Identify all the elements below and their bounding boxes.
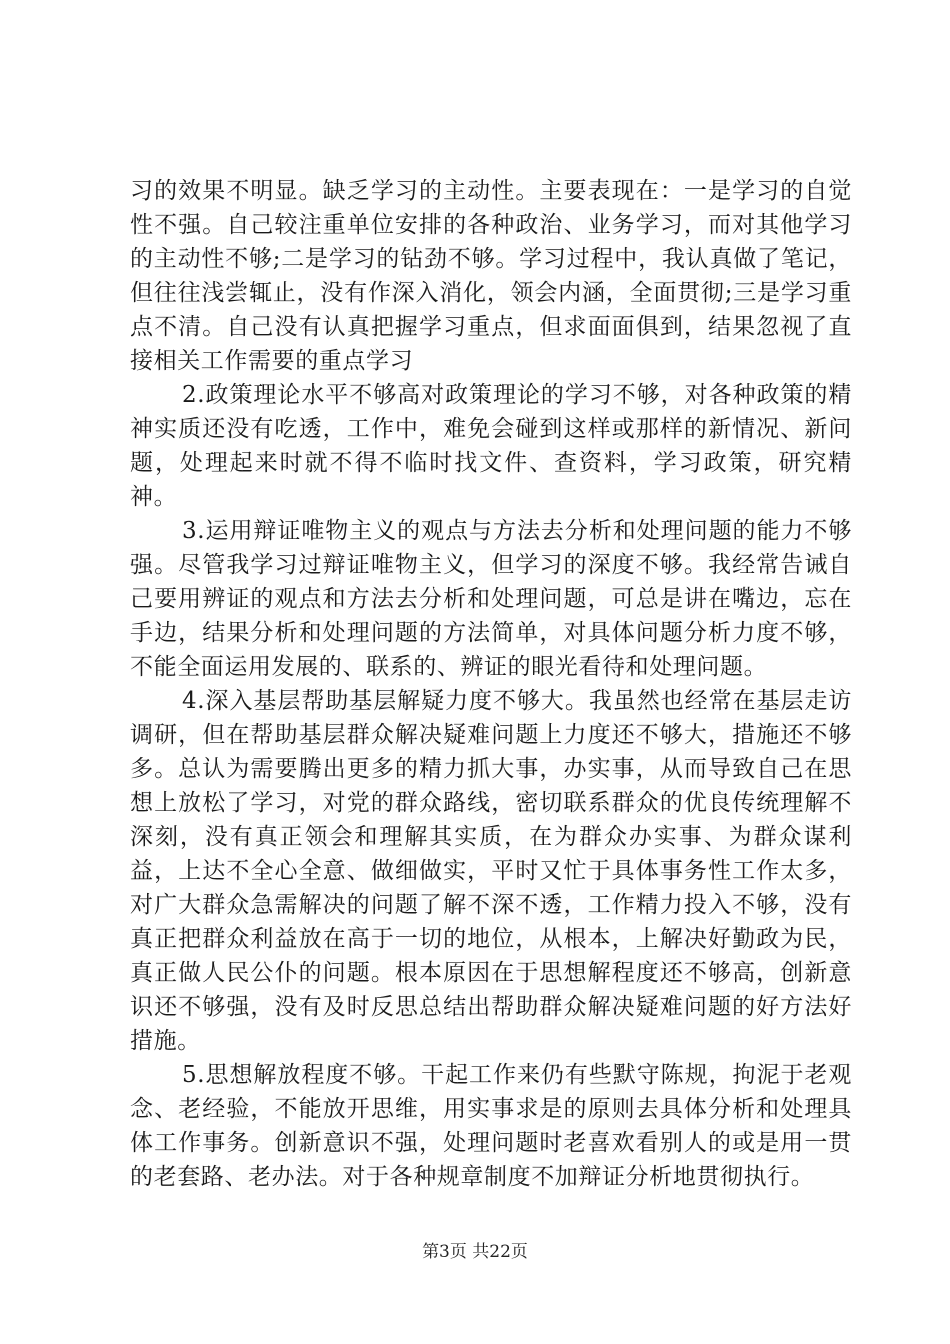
- document-body: [130, 174, 852, 1194]
- paragraph-item-5: 5.思想解放程度不够。干起工作来仍有些默守陈规，拘泥于老观念、老经验，不能放开思维，用实事求是的原则去具体分析和处理具体工作事务。创新意识不强，处理问题时老喜欢看别人的或是用一贯的老套路、老办法。对于各种规章制度不加辩证分析地贯彻执行。: [130, 1062, 852, 1190]
- paragraph-item-2: 2.政策理论水平不够高对政策理论的学习不够，对各种政策的精神实质还没有吃透，工作中，难免会碰到这样或那样的新情况、新问题，处理起来时就不得不临时找文件、查资料，学习政策，研究精神。: [130, 382, 852, 510]
- paragraph-item-4: 4.深入基层帮助基层解疑力度不够大。我虽然也经常在基层走访调研，但在帮助基层群众解决疑难问题上力度还不够大，措施还不够多。总认为需要腾出更多的精力抓大事，办实事，从而导致自己在思想上放松了学习，对党的群众路线，密切联系群众的优良传统理解不深刻，没有真正领会和理解其实质，在为群众办实事、为群众谋利益，上达不全心全意、做细做实，平时又忙于具体事务性工作太多，对广大群众急需解决的问题了解不深不透，工作精力投入不够，没有真正把群众利益放在高于一切的地位，从根本，上解决好勤政为民，真正做人民公仆的问题。根本原因在于思想解程度还不够高，创新意识还不够强，没有及时反思总结出帮助群众解决疑难问题的好方法好措施。: [130, 688, 852, 1054]
- paragraph-item-3: 3.运用辩证唯物主义的观点与方法去分析和处理问题的能力不够强。尽管我学习过辩证唯物主义，但学习的深度不够。我经常告诫自己要用辨证的观点和方法去分析和处理问题，可总是讲在嘴边，忘在手边，结果分析和处理问题的方法简单，对具体问题分析力度不够，不能全面运用发展的、联系的、辨证的眼光看待和处理问题。: [130, 518, 852, 680]
- page-number-footer: 第3页 共22页: [422, 1242, 528, 1262]
- paragraph-continuation: 习的效果不明显。缺乏学习的主动性。主要表现在：一是学习的自觉性不强。自己较注重单位安排的各种政治、业务学习，而对其他学习的主动性不够;二是学习的钻劲不够。学习过程中，我认真做了笔记，但往往浅尝辄止，没有作深入消化，领会内涵，全面贯彻;三是学习重点不清。自己没有认真把握学习重点，但求面面俱到，结果忽视了直接相关工作需要的重点学习: [130, 178, 852, 374]
